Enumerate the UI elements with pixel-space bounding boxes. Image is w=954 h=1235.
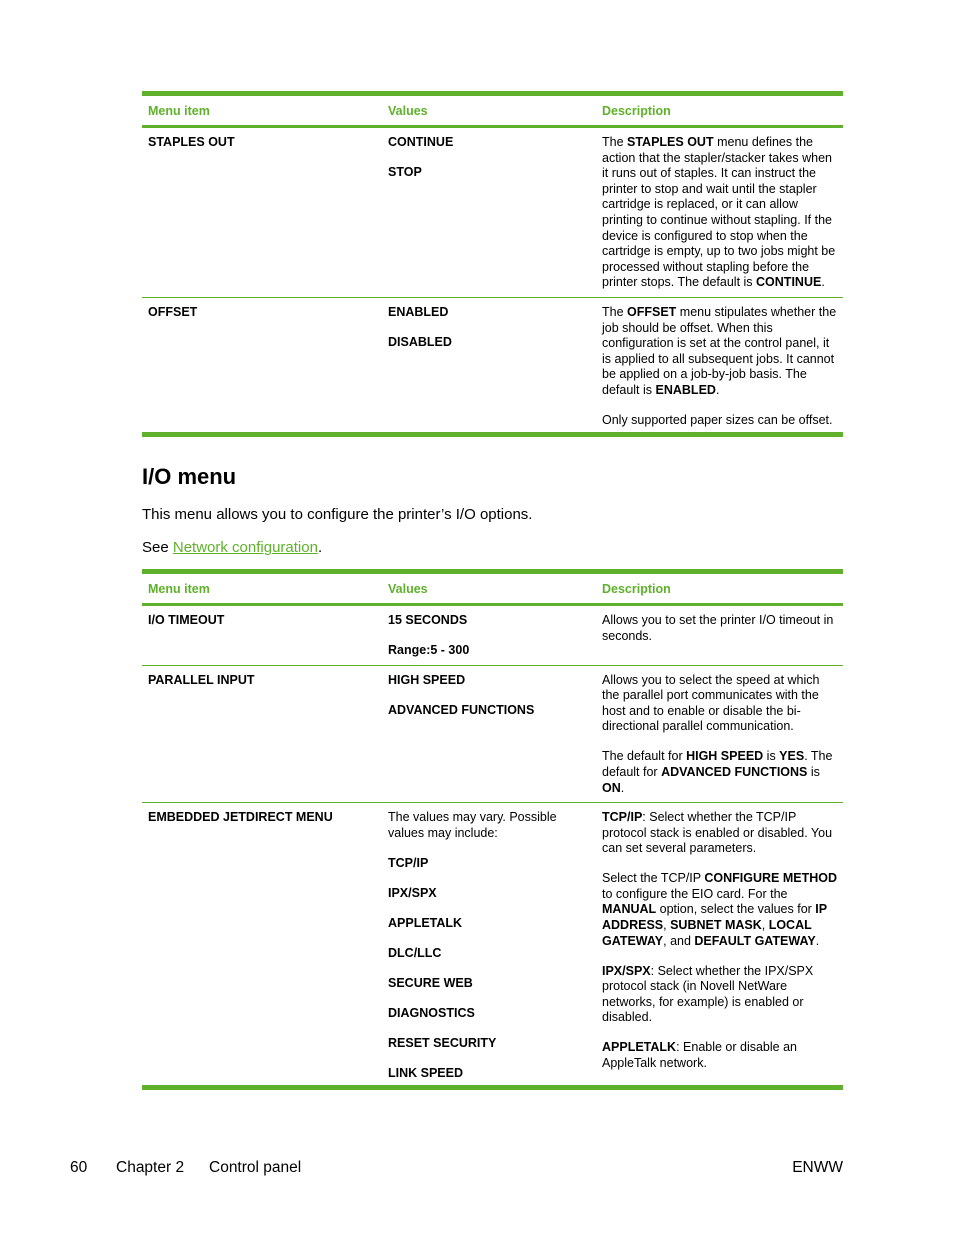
value-item: ENABLED [388,304,449,319]
menu-item-cell: PARALLEL INPUT [148,672,255,687]
header-description: Description [602,581,671,596]
description-emphasis: CONTINUE [756,275,822,290]
value-item: DISABLED [388,334,452,349]
description-emphasis: YES [779,749,805,764]
description-text: The default for [602,749,687,764]
value-item: CONTINUE [388,135,454,149]
menu-item-cell: OFFSET [148,304,198,319]
footer-page-number: 60 [70,1159,88,1176]
staples-offset-table [142,91,843,437]
table-body [142,128,843,432]
description-text: menu stipulates whether the job should be offset. When this configuration is set at the control panel, it is applied to all subsequent jobs. It cannot be applied on a job-by-job basis. The default is [602,304,837,397]
values-intro: The values may vary. Possible values may include: [388,810,557,840]
values-cell [382,305,596,429]
value-item: Range:5 - 300 [388,642,470,657]
description-text: , [663,918,671,933]
description-text: . [620,780,625,795]
header-values: Values [388,103,428,118]
network-configuration-link[interactable]: Network configuration [172,539,318,556]
description-emphasis: ADVANCED FUNCTIONS [661,764,808,779]
description-emphasis: ON [602,780,621,795]
description-text: is [807,764,820,779]
header-values: Values [388,581,428,596]
value-item: APPLETALK [388,915,463,930]
description-cell [596,305,843,429]
description-text: to configure the EIO card. For the [602,886,788,901]
description-paragraph [602,413,839,429]
header-menu-item: Menu item [148,103,210,118]
description-emphasis: IPX/SPX [602,963,651,978]
description-emphasis: OFFSET [627,304,677,319]
see-suffix: . [317,539,323,556]
value-item: RESET SECURITY [388,1035,497,1050]
see-reference [142,539,322,556]
description-emphasis: TCP/IP [602,810,643,825]
see-prefix: See [142,539,173,556]
values-cell [382,135,596,291]
description-text: , and [663,933,695,948]
description-emphasis: LOCAL GATEWAY [602,918,812,948]
menu-item-cell: EMBEDDED JETDIRECT MENU [148,810,333,825]
description-text: . [821,275,825,290]
description-text: The [602,135,628,149]
description-paragraph [602,964,839,1026]
description-paragraph [602,673,839,735]
value-item: LINK SPEED [388,1065,464,1080]
header-menu-item: Menu item [148,581,210,596]
footer-chapter: Chapter 2 [116,1159,185,1176]
values-cell [382,810,596,1081]
description-paragraph [602,810,839,857]
description-emphasis: APPLETALK [602,1040,677,1055]
description-text: Allows you to select the speed at which the parallel port communicates with the host and to enable or disable the bi-directional parallel communication. [602,672,820,734]
description-emphasis: ENABLED [655,382,716,397]
table-row [142,128,843,298]
value-item: DLC/LLC [388,945,442,960]
table-bottom-rule [142,1085,843,1090]
table-header [142,574,843,603]
value-item: 15 SECONDS [388,613,468,627]
table-bottom-rule [142,432,843,437]
description-text: menu defines the action that the stapler/stacker takes when it runs out of staples. It can instruct the printer to stop and wait until the stapler cartridge is replaced, or it can allow printing to continue without stapling. If the device is configured to stop when the cartridge is empty, up to two jobs might be processed without stapling before the printer stops. The default is [602,135,836,290]
description-text: Select the TCP/IP [602,871,705,886]
description-text: option, select the values for [656,902,816,917]
description-cell [596,673,843,797]
values-cell [382,673,596,797]
description-paragraph [602,613,839,644]
table-header [142,96,843,125]
description-paragraph [602,749,839,796]
description-cell [596,810,843,1081]
table-row [142,606,843,666]
description-text: The [602,304,628,319]
section-intro: This menu allows you to configure the printer’s I/O options. [142,506,533,523]
description-cell [596,135,843,291]
io-menu-table [142,569,843,1090]
description-text: : Select whether the TCP/IP protocol stack is enabled or disabled. You can set several parameters. [602,810,833,856]
value-item: ADVANCED FUNCTIONS [388,702,535,717]
value-item: TCP/IP [388,855,429,870]
description-emphasis: CONFIGURE METHOD [704,871,838,886]
description-text: Only supported paper sizes can be offset. [602,412,833,427]
table-row [142,803,843,1085]
description-text: : Select whether the IPX/SPX protocol stack (in Novell NetWare networks, for example) is enabled or disabled. [602,963,814,1025]
footer-chapter-title: Control panel [209,1159,302,1176]
description-paragraph [602,1040,839,1071]
footer-doc-code: ENWW [792,1159,843,1176]
description-emphasis: IP ADDRESS [602,902,827,933]
value-item: IPX/SPX [388,885,437,900]
value-item: DIAGNOSTICS [388,1005,475,1020]
value-item: SECURE WEB [388,975,473,990]
value-item: STOP [388,164,422,179]
value-item: HIGH SPEED [388,672,466,687]
description-paragraph [602,135,839,291]
description-text: : Enable or disable an AppleTalk network. [602,1040,797,1071]
description-text: , [761,918,769,933]
description-text: Allows you to set the printer I/O timeout in seconds. [602,613,834,643]
description-text: . [715,382,720,397]
menu-item-cell: STAPLES OUT [148,135,235,149]
menu-item-cell: I/O TIMEOUT [148,613,225,627]
description-emphasis: DEFAULT GATEWAY [694,933,816,948]
description-text: is [763,749,780,764]
description-emphasis: MANUAL [602,902,657,917]
description-paragraph [602,871,839,949]
description-emphasis: HIGH SPEED [686,749,764,764]
description-text: . [815,933,820,948]
table-row [142,666,843,804]
description-emphasis: SUBNET MASK [670,918,762,933]
table-row [142,298,843,433]
description-text: . The default for [602,749,833,779]
table-body [142,606,843,1085]
header-description: Description [602,103,671,118]
description-emphasis: STAPLES OUT [627,135,714,149]
values-cell [382,613,596,659]
description-paragraph [602,305,839,399]
section-title: I/O menu [142,464,237,489]
description-cell [596,613,843,659]
